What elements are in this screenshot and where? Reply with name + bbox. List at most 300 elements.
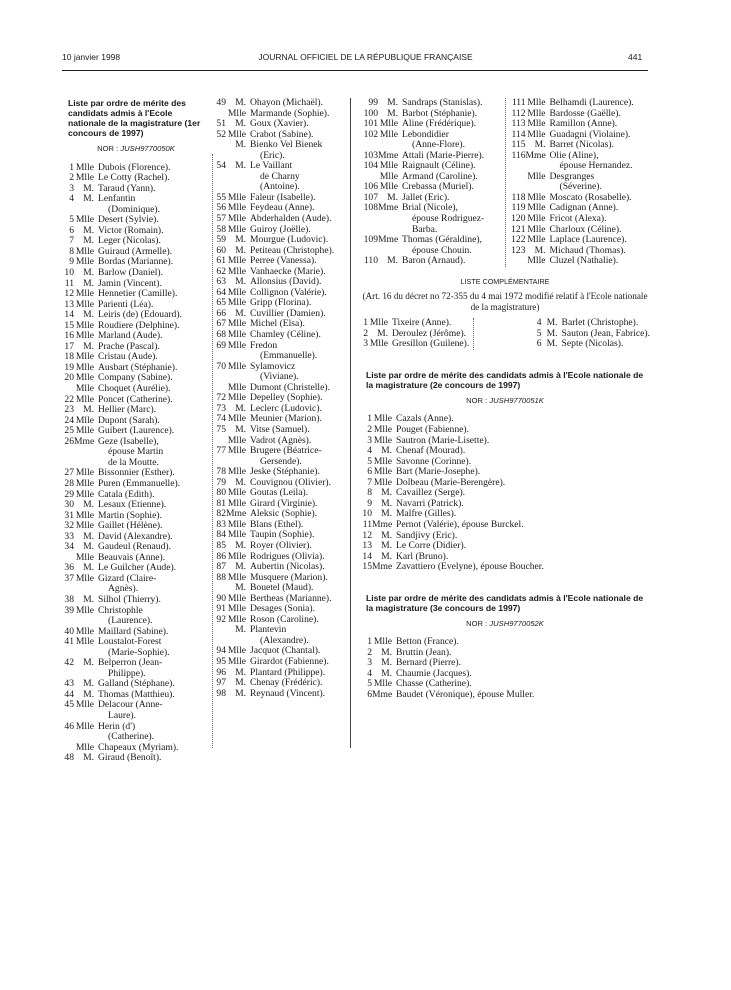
candidate-name: Taupin (Sophie).: [250, 529, 315, 541]
rank-number: 87: [216, 561, 226, 573]
rank-number: 56: [216, 202, 226, 214]
civility: Mlle: [227, 255, 246, 267]
candidate-name: Delacour (Anne-: [98, 699, 163, 711]
candidate-name: épouse Martin: [108, 446, 164, 458]
candidate-name: Faleur (Isabelle).: [250, 191, 316, 203]
candidate-name: Armand (Caroline).: [402, 170, 478, 182]
rank-number: 85: [216, 539, 226, 551]
candidate-name: Le Vaillant: [250, 160, 293, 172]
list-section2: [360, 414, 650, 572]
rank-number: 51: [216, 118, 226, 130]
list-col2: [214, 98, 346, 699]
rank-number: 7: [69, 235, 74, 247]
civility: M.: [235, 561, 246, 573]
candidate-name: Blans (Ethel).: [250, 518, 304, 530]
rank-number: [508, 172, 526, 183]
civility: Mlle: [227, 487, 246, 499]
rank-number: 8: [367, 487, 372, 499]
candidate-name: Beauvais (Anne).: [98, 551, 166, 563]
candidate-name: Goux (Xavier).: [250, 118, 309, 130]
candidate-name: Cavaillez (Serge).: [396, 487, 466, 499]
civility: M.: [534, 139, 546, 151]
candidate-name: Cluzel (Nathalie).: [549, 255, 619, 267]
civility: M.: [546, 327, 558, 339]
column-2: [214, 98, 346, 699]
candidate-name: Feydeau (Anne).: [250, 202, 315, 214]
list-item: [214, 330, 346, 341]
candidate-name: Charloux (Céline).: [549, 223, 622, 235]
civility: Mlle: [75, 425, 94, 437]
rank-number: 73: [216, 402, 226, 414]
rank-number: 84: [216, 529, 226, 541]
civility: Mlle: [227, 381, 246, 393]
candidate-name: Bordas (Marianne).: [98, 256, 174, 268]
candidate-name: Moscato (Rosabelle).: [549, 191, 632, 203]
rank-number: 95: [216, 655, 226, 667]
civility: M.: [235, 118, 246, 130]
rank-number: 74: [216, 413, 226, 425]
rank-number: 69: [216, 339, 226, 351]
candidate-name: Lenfantin: [98, 193, 136, 205]
candidate-name: Goutas (Leila).: [250, 487, 309, 499]
civility: Mlle: [75, 172, 94, 184]
rank-number: [214, 372, 226, 383]
list-item: [508, 98, 651, 109]
civility: Mlle: [227, 592, 246, 604]
candidate-name: (Catherine).: [108, 731, 155, 743]
civility: M.: [381, 529, 392, 541]
rank-number: 9: [69, 256, 74, 268]
civility: Mlle: [227, 497, 246, 509]
civility: Mlle: [75, 625, 94, 637]
candidate-name: Bruttin (Jean).: [396, 646, 452, 658]
candidate-name: Attali (Marie-Pierre).: [402, 149, 485, 161]
rank-number: [508, 161, 526, 172]
candidate-name: Agnès).: [108, 583, 139, 595]
civility: M.: [83, 562, 94, 574]
list-item: [214, 541, 346, 552]
civility: M.: [235, 276, 246, 288]
civility: M.: [235, 402, 246, 414]
candidate-name: Dubois (Florence).: [98, 161, 171, 173]
rank-number: 3: [363, 338, 368, 350]
rank-number: [62, 447, 74, 458]
rank-number: 63: [216, 276, 226, 288]
rank-number: 10: [362, 508, 372, 520]
candidate-name: Ausbart (Stéphanie).: [98, 361, 178, 373]
civility: M.: [381, 508, 392, 520]
civility: Mlle: [379, 128, 398, 140]
rank-number: 4: [367, 445, 372, 457]
list-item: [62, 384, 202, 395]
rank-number: 100: [363, 107, 378, 119]
candidate-name: Geze (Isabelle),: [98, 435, 159, 447]
rank-number: 31: [64, 509, 74, 521]
rank-number: [62, 732, 74, 743]
candidate-name: (Dominique).: [108, 203, 160, 215]
list-item: [62, 753, 202, 764]
candidate-name: Rodrigues (Olivia).: [250, 550, 325, 562]
civility: Mlle: [75, 509, 94, 521]
candidate-name: Zavattiero (Evelyne), épouse Boucher.: [396, 561, 544, 573]
rank-number: 5: [69, 214, 74, 226]
rank-number: 30: [64, 499, 74, 511]
civility: Mlle: [75, 288, 94, 300]
candidate-name: Puren (Emmanuelle).: [98, 477, 181, 489]
candidate-name: Le Cotty (Rachel).: [98, 172, 170, 184]
candidate-name: Roudiere (Delphine).: [98, 319, 180, 331]
candidate-name: Meunier (Marion).: [250, 413, 322, 425]
rank-number: 43: [64, 678, 74, 690]
candidate-name: épouse Chouin.: [412, 244, 472, 256]
rank-number: 23: [64, 404, 74, 416]
civility: M.: [83, 752, 94, 764]
candidate-name: Hellier (Marc).: [98, 404, 157, 416]
rank-number: 41: [64, 636, 74, 648]
civility: M.: [83, 182, 94, 194]
civility: M.: [381, 667, 392, 679]
rank-number: 81: [216, 497, 226, 509]
candidate-name: Desages (Sonia).: [250, 603, 316, 615]
civility: M.: [381, 445, 392, 457]
civility: M.: [83, 404, 94, 416]
civility: M.: [83, 530, 94, 542]
civility: Mlle: [373, 636, 392, 648]
civility: M.: [235, 687, 246, 699]
rank-number: 40: [64, 625, 74, 637]
candidate-name: Leger (Nicolas).: [98, 235, 161, 247]
candidate-name: Brial (Nicole),: [402, 202, 458, 214]
rank-number: 7: [367, 476, 372, 488]
candidate-name: Barret (Nicolas).: [549, 139, 614, 151]
list-col4: [508, 98, 651, 267]
candidate-name: Parienti (Léa).: [98, 298, 154, 310]
civility: M.: [381, 550, 392, 562]
list-item: [62, 595, 202, 606]
civility: M.: [235, 677, 246, 689]
rank-number: 58: [216, 223, 226, 235]
rank-number: 91: [216, 603, 226, 615]
rank-number: 12: [362, 529, 372, 541]
rank-number: 108: [363, 202, 378, 214]
civility: Mlle: [373, 424, 392, 436]
rank-number: [214, 625, 226, 636]
candidate-name: Dupont (Sarah).: [98, 414, 160, 426]
candidate-name: Gripp (Florina).: [250, 297, 312, 309]
list-item: [62, 479, 202, 490]
list-item: [360, 339, 469, 350]
civility: M.: [235, 476, 246, 488]
civility: Mlle: [75, 351, 94, 363]
candidate-name: Royer (Olivier).: [250, 539, 312, 551]
rank-number: [62, 384, 74, 395]
civility: Mlle: [227, 529, 246, 541]
candidate-name: Chamley (Céline).: [250, 329, 321, 341]
candidate-name: (Eric).: [260, 149, 285, 161]
list-item: [214, 214, 346, 225]
civility: M.: [83, 267, 94, 279]
civility: M.: [83, 224, 94, 236]
rank-number: 5: [367, 455, 372, 467]
rank-number: 122: [511, 234, 526, 246]
civility: Mlle: [373, 476, 392, 488]
rank-number: 6: [367, 688, 372, 700]
candidate-name: Chenaf (Mourad).: [396, 445, 466, 457]
list-item: [360, 214, 503, 225]
candidate-name: Deroulez (Jérôme).: [392, 327, 467, 339]
civility: [378, 214, 398, 225]
civility: Mlle: [527, 170, 546, 182]
rank-number: 66: [216, 307, 226, 319]
rank-number: 15: [362, 561, 372, 573]
civility: M.: [235, 307, 246, 319]
candidate-name: Jeske (Stéphanie).: [250, 466, 320, 478]
rank-number: 120: [511, 213, 526, 225]
civility: Mlle: [75, 572, 94, 584]
civility: M.: [83, 541, 94, 553]
candidate-name: Thomas (Matthieu).: [98, 688, 175, 700]
candidate-name: Gizard (Claire-: [98, 572, 157, 584]
candidate-name: Leclerc (Ludovic).: [250, 402, 322, 414]
candidate-name: Vitse (Samuel).: [250, 423, 310, 435]
civility: Mlle: [227, 645, 246, 657]
civility: Mlle: [527, 223, 546, 235]
rank-number: 62: [216, 265, 226, 277]
rank-number: 67: [216, 318, 226, 330]
civility: M.: [381, 497, 392, 509]
candidate-name: Bouetel (Maud).: [250, 582, 314, 594]
civility: M.: [235, 423, 246, 435]
candidate-name: Herin (d'): [98, 720, 136, 732]
candidate-name: Ohayon (Michaël).: [250, 97, 323, 108]
civility: Mlle: [373, 678, 392, 690]
civility: Mme: [378, 149, 399, 161]
rank-number: 48: [64, 752, 74, 764]
rank-number: 27: [64, 467, 74, 479]
candidate-name: (Alexandre).: [260, 634, 309, 646]
candidate-name: Aline (Frédérique).: [402, 118, 477, 130]
candidate-name: Pouget (Fabienne).: [396, 424, 470, 436]
candidate-name: Guiraud (Armelle).: [98, 245, 173, 257]
candidate-name: Sandjivy (Eric).: [396, 529, 458, 541]
rank-number: 64: [216, 286, 226, 298]
rank-number: 29: [64, 488, 74, 500]
rank-number: 78: [216, 466, 226, 478]
candidate-name: (Laurence).: [108, 615, 153, 627]
candidate-name: Hennetier (Camille).: [98, 288, 178, 300]
list-item: [508, 256, 651, 267]
rank-number: 101: [363, 118, 378, 130]
list-item: [534, 339, 650, 350]
candidate-name: Victor (Romain).: [98, 224, 164, 236]
candidate-name: Catala (Edith).: [98, 488, 155, 500]
candidate-name: Raignault (Céline).: [402, 160, 476, 172]
candidate-name: Loustalot-Forest: [98, 636, 162, 648]
candidate-name: épouse Hernandez.: [559, 160, 633, 172]
civility: M.: [235, 624, 246, 636]
candidate-name: (Antoine).: [260, 181, 300, 193]
candidate-name: Allonsius (David).: [250, 276, 322, 288]
candidate-name: Maillard (Sabine).: [98, 625, 169, 637]
rank-number: 17: [64, 340, 74, 352]
rank-number: 44: [64, 688, 74, 700]
civility: M.: [377, 327, 388, 339]
candidate-name: David (Alexandre).: [98, 530, 173, 542]
rank-number: 97: [216, 677, 226, 689]
civility: M.: [235, 160, 246, 172]
candidate-name: Sandraps (Stanislas).: [402, 97, 483, 108]
rank-number: [214, 172, 226, 183]
candidate-name: Chenay (Frédéric).: [250, 677, 323, 689]
rank-number: 114: [511, 128, 526, 140]
civility: M.: [83, 340, 94, 352]
rank-number: 92: [216, 613, 226, 625]
candidate-name: Poncet (Catherine).: [98, 393, 173, 405]
civility: Mlle: [227, 413, 246, 425]
rank-number: 14: [64, 309, 74, 321]
candidate-name: (Viviane).: [260, 371, 299, 383]
civility: [74, 711, 94, 722]
rank-number: 79: [216, 476, 226, 488]
civility: Mlle: [379, 181, 398, 193]
candidate-name: Bardosse (Gaëlle).: [549, 107, 621, 119]
candidate-name: Barlow (Daniel).: [98, 267, 164, 279]
civility: Mlle: [227, 213, 246, 225]
rank-number: 20: [64, 372, 74, 384]
candidate-name: Le Corre (Didier).: [396, 540, 467, 552]
list-item: [62, 268, 202, 279]
rank-number: 4: [367, 667, 372, 679]
candidate-name: Baudet (Véronique), épouse Muller.: [396, 688, 535, 700]
rank-number: 96: [216, 666, 226, 678]
rank-number: 57: [216, 213, 226, 225]
rank-number: 3: [367, 657, 372, 669]
rank-number: 98: [216, 687, 226, 699]
list-col3: [360, 98, 503, 267]
civility: M.: [235, 666, 246, 678]
list-item: [360, 256, 503, 267]
civility: Mlle: [227, 518, 246, 530]
civility: Mlle: [227, 202, 246, 214]
civility: Mlle: [379, 118, 398, 130]
rank-number: 123: [511, 244, 526, 256]
candidate-name: Jamin (Vincent).: [98, 277, 162, 289]
rank-number: 99: [368, 97, 378, 108]
civility: M.: [546, 338, 558, 350]
list-item: [360, 425, 650, 436]
rank-number: 49: [216, 97, 226, 108]
civility: [74, 447, 94, 458]
rank-number: 4: [536, 317, 542, 329]
candidate-name: Cadignan (Anne).: [549, 202, 619, 214]
civility: Mlle: [227, 191, 246, 203]
complementary-reference: (Art. 16 du décret no 72-355 du 4 mai 1972 modifié relatif à l'Ecole nationale de la magistrature): [362, 291, 648, 312]
civility: Mlle: [379, 170, 398, 182]
list-item: [360, 520, 650, 531]
candidate-name: Sylamovicz: [250, 360, 296, 372]
candidate-name: Thomas (Géraldine),: [402, 234, 482, 246]
candidate-name: Mourgue (Ludovic).: [250, 234, 329, 246]
civility: Mme: [372, 561, 393, 573]
complementary-title: LISTE COMPLÉMENTAIRE: [460, 276, 550, 286]
candidate-name: Marmande (Sophie).: [250, 107, 330, 119]
column-divider: [212, 154, 213, 748]
candidate-name: Karl (Bruno).: [396, 550, 449, 562]
rank-number: 3: [367, 434, 372, 446]
civility: Mlle: [75, 414, 94, 426]
rank-number: 54: [216, 160, 226, 172]
candidate-name: (Séverine).: [559, 181, 602, 193]
civility: Mlle: [227, 613, 246, 625]
rank-number: 42: [64, 657, 74, 669]
civility: Mme: [378, 202, 399, 214]
candidate-name: (Marie-Sophie).: [108, 646, 170, 658]
civility: M.: [83, 309, 94, 321]
header-page-number: 441: [628, 52, 643, 62]
rank-number: 1: [363, 317, 368, 329]
candidate-name: Girard (Virginie).: [250, 497, 318, 509]
rank-number: 16: [64, 330, 74, 342]
civility: Mme: [372, 688, 393, 700]
civility: Mlle: [227, 550, 246, 562]
candidate-name: Belhamdi (Laurence).: [549, 97, 634, 108]
rank-number: 6: [536, 338, 542, 350]
rank-number: 45: [64, 699, 74, 711]
candidate-name: Giraud (Benoît).: [98, 752, 162, 764]
rank-number: 14: [362, 550, 372, 562]
rank-number: 11: [362, 518, 372, 530]
section-1-title: Liste par ordre de mérite des candidats admis à l'Ecole nationale de la magistrature (1er concours de 1997): [68, 98, 201, 138]
candidate-name: Chasse (Catherine).: [396, 678, 472, 690]
civility: M.: [381, 646, 392, 658]
civility: M.: [381, 657, 392, 669]
rank-number: [508, 256, 526, 267]
candidate-name: Jacquot (Chantal).: [250, 645, 321, 657]
rank-number: 26: [64, 435, 74, 447]
rank-number: 18: [64, 351, 74, 363]
list-item: [62, 500, 202, 511]
rank-number: 110: [363, 255, 378, 267]
rank-number: 28: [64, 477, 74, 489]
rank-number: 2: [69, 172, 74, 184]
candidate-name: Laplace (Laurence).: [549, 234, 627, 246]
civility: Mlle: [227, 655, 246, 667]
civility: M.: [235, 582, 246, 594]
civility: Mlle: [75, 383, 94, 395]
civility: Mlle: [227, 318, 246, 330]
list-item: [508, 214, 651, 225]
candidate-name: Aleksic (Sophie).: [250, 508, 318, 520]
candidate-name: Choquet (Aurélie).: [98, 383, 171, 395]
list-item: [360, 98, 503, 109]
civility: Mlle: [527, 118, 546, 130]
rank-number: 102: [363, 128, 378, 140]
civility: Mlle: [369, 317, 388, 329]
rank-number: 113: [511, 118, 526, 130]
list-item: [360, 541, 650, 552]
civility: [226, 172, 246, 183]
rank-number: 88: [216, 571, 226, 583]
civility: M.: [235, 97, 246, 108]
rank-number: 2: [367, 646, 372, 658]
rank-number: 94: [216, 645, 226, 657]
civility: Mlle: [227, 297, 246, 309]
rank-number: 116: [511, 149, 526, 161]
rank-number: 1: [367, 413, 372, 425]
civility: Mme: [525, 149, 546, 161]
civility: M.: [387, 191, 398, 203]
complementary-list-right: [534, 318, 650, 350]
